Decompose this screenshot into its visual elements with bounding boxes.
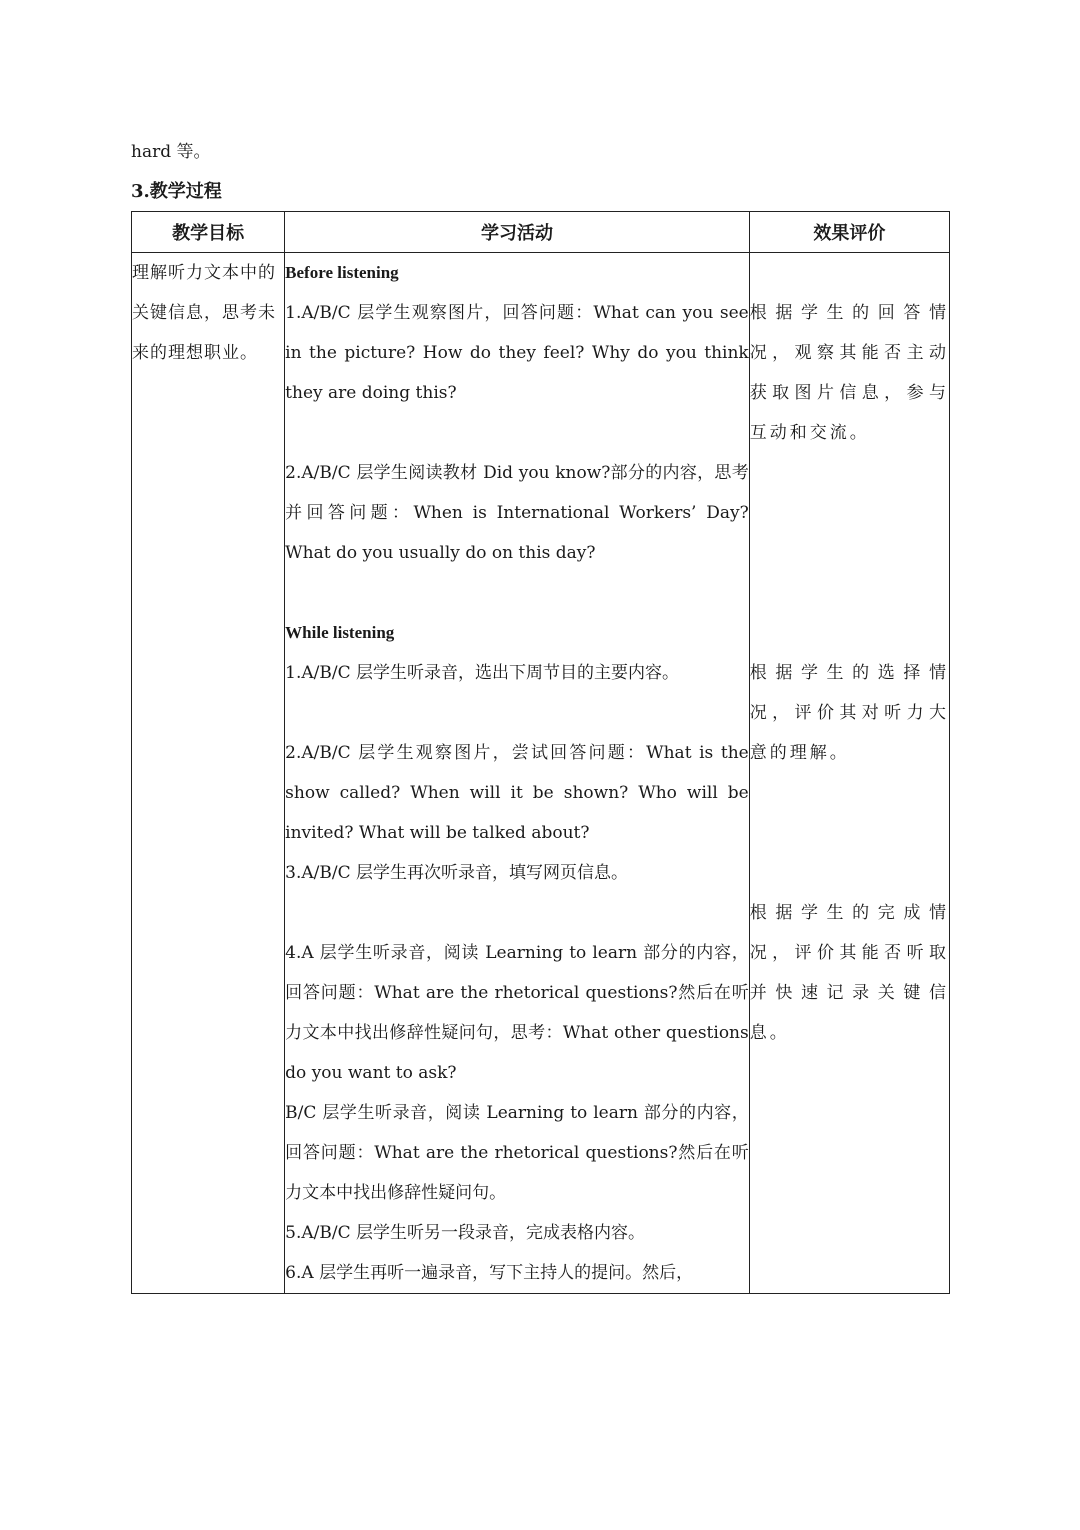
evaluation-1: 根据学生的回答情况，观察其能否主动获取图片信息，参与互动和交流。 [749,303,949,443]
goal-cell [132,253,285,1294]
while-item-4b: B/C 层学生听录音，阅读 Learning to learn 部分的内容，回答问题：What are the rhetorical questions?然后在听力文本中找出修辞性疑问句。 [285,1103,749,1203]
spacer [285,413,749,453]
while-item-6: 6.A 层学生再听一遍录音，写下主持人的提问。然后， [285,1263,694,1283]
activity-cell [285,253,750,1294]
header-learning-activity: 学习活动 [285,212,750,253]
evaluation-cell [749,253,949,1294]
before-item-2: 2.A/B/C 层学生阅读教材 Did you know?部分的内容，思考并回答问题：When is International Workers’ Day? What do you usually do on this day? [285,463,749,563]
spacer [750,453,949,653]
before-listening-heading: Before listening [285,263,399,282]
evaluation-3: 根据学生的完成情况，评价其能否听取并快速记录关键信息。 [749,903,949,1043]
while-item-2: 2.A/B/C 层学生观察图片，尝试回答问题：What is the show called? When will it be shown? Who will be invited? What will be talked about? [285,743,749,843]
header-teaching-goal: 教学目标 [132,212,285,253]
intro-text: hard 等。 [131,142,211,162]
spacer [750,773,949,893]
spacer [285,693,749,733]
table-row [132,253,950,1294]
teaching-process-table [131,211,950,1294]
header-effect-evaluation: 效果评价 [749,212,949,253]
spacer [285,573,749,613]
evaluation-2: 根据学生的选择情况，评价其对听力大意的理解。 [749,663,949,763]
spacer [750,253,949,293]
while-listening-heading: While listening [285,623,395,642]
goal-text: 理解听力文本中的关键信息，思考未来的理想职业。 [132,263,276,363]
table-header-row [132,212,950,253]
while-item-4a: 4.A 层学生听录音，阅读 Learning to learn 部分的内容，回答问题：What are the rhetorical questions?然后在听力文本中找出修辞性疑问句，思考：What other questions do you want to ask? [285,943,749,1083]
section-heading: 3.教学过程 [131,181,222,202]
while-item-3: 3.A/B/C 层学生再次听录音，填写网页信息。 [285,863,629,883]
before-item-1: 1.A/B/C 层学生观察图片，回答问题：What can you see in the picture? How do they feel? Why do you think they are doing this? [285,303,749,403]
while-item-5: 5.A/B/C 层学生听另一段录音，完成表格内容。 [285,1223,646,1243]
while-item-1: 1.A/B/C 层学生听录音，选出下周节目的主要内容。 [285,663,680,683]
spacer [285,893,749,933]
